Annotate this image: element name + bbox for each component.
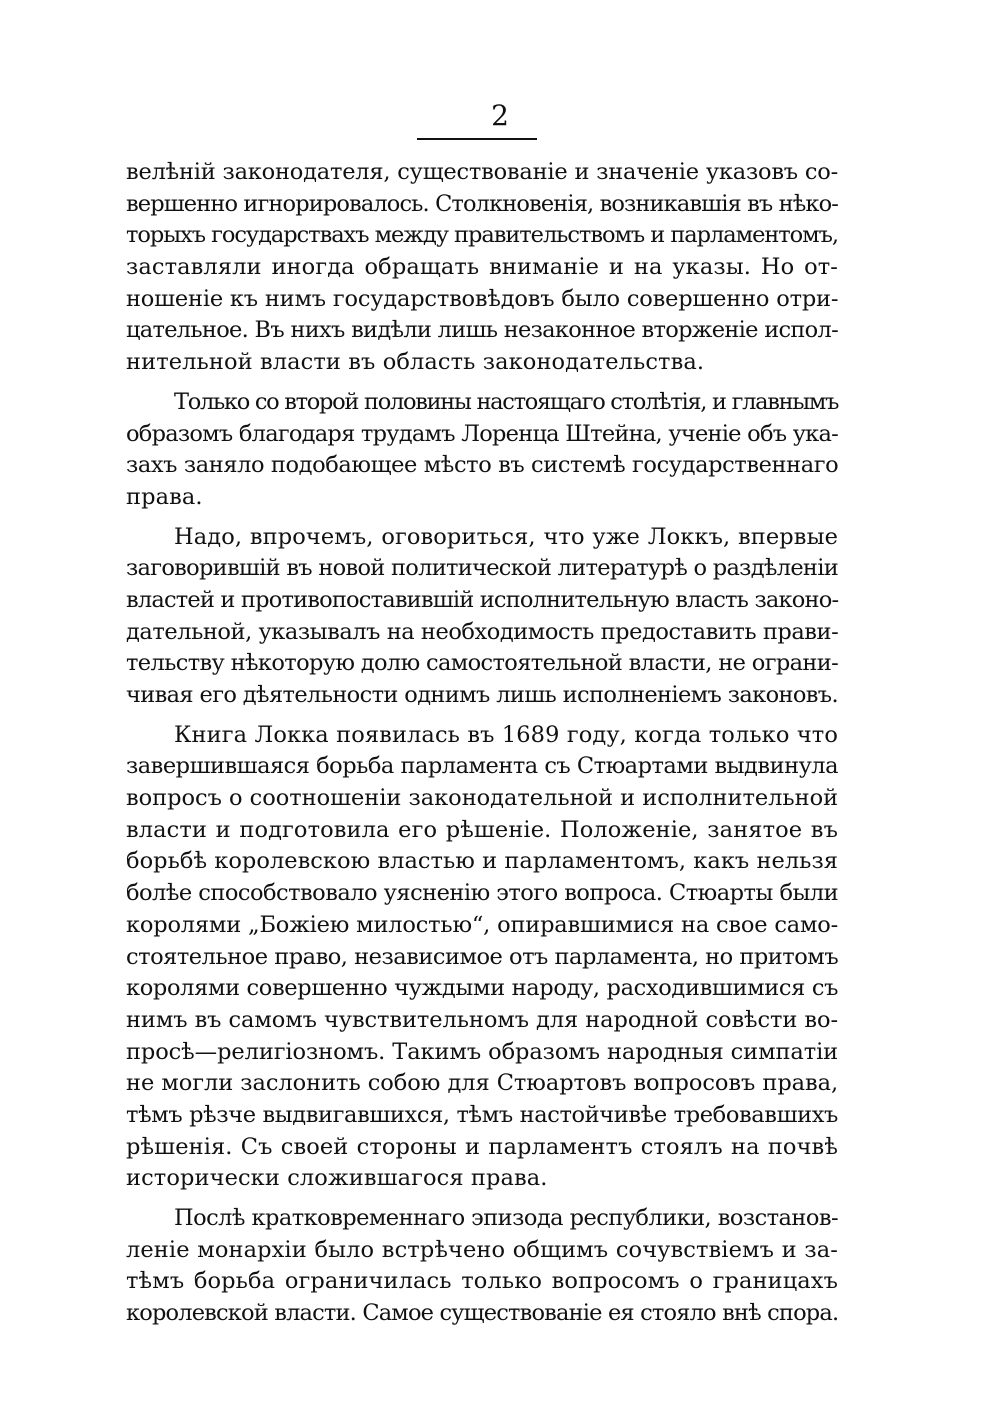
page-number-rule [417, 138, 537, 140]
text-line: права. [126, 483, 203, 510]
text-line: вопросъ о соотношеніи законодательной и исполнительной [126, 785, 839, 812]
text-line: рѣшенія. Съ своей стороны и парламентъ стоялъ на почвѣ [126, 1133, 838, 1160]
text-line: леніе монархіи было встрѣчено общимъ сочувствіемъ и за- [126, 1236, 838, 1263]
text-line: исторически сложившагося права. [126, 1165, 548, 1192]
text-line: торыхъ государствахъ между правительствомъ и парламентомъ, [126, 222, 838, 249]
text-line: Послѣ кратковременнаго эпизода республики, возстанов- [174, 1205, 839, 1231]
text-line: тельству нѣкоторую долю самостоятельной власти, не ограни- [126, 650, 839, 677]
text-line: не могли заслонить собою для Стюартовъ вопросовъ права, [126, 1070, 839, 1097]
text-line: просѣ—религіозномъ. Такимъ образомъ народныя симпатіи [126, 1038, 839, 1065]
text-line: Книга Локка появилась въ 1689 году, когда только что [174, 721, 838, 748]
text-line: королями „Божіею милостью“, опиравшимися на свое само- [126, 911, 839, 938]
text-line: захъ заняло подобающее мѣсто въ системѣ государственнаго [126, 452, 839, 479]
paragraph-2 [126, 387, 838, 514]
text-line: стоятельное право, независимое отъ парламента, но притомъ [126, 943, 839, 970]
paragraph-5 [126, 1203, 838, 1330]
text-line: Только со второй половины настоящаго столѣтія, и главнымъ [174, 388, 839, 415]
text-line: нительной власти въ область законодательства. [126, 349, 705, 376]
text-line: королями совершенно чуждыми народу, расходившимися съ [126, 975, 839, 1002]
text-line: властей и противопоставившій исполнительную власть законо- [126, 586, 839, 613]
paragraph-1 [126, 157, 838, 379]
body-text [126, 157, 838, 1330]
page-number: 2 [491, 99, 509, 132]
text-line: королевской власти. Самое существованіе ея стояло внѣ спора. [126, 1300, 839, 1327]
text-line: борьбѣ королевскою властью и парламентомъ, какъ нельзя [126, 848, 838, 875]
text-line: образомъ благодаря трудамъ Лоренца Штейна, ученіе объ ука- [126, 420, 838, 447]
text-line: дательной, указывалъ на необходимость предоставить прави- [126, 618, 839, 645]
text-line: власти и подготовила его рѣшеніе. Положеніе, занятое въ [126, 816, 838, 843]
text-line: завершившаяся борьба парламента съ Стюартами выдвинула [126, 753, 839, 780]
paragraph-4 [126, 720, 838, 1195]
text-line: нимъ въ самомъ чувствительномъ для народной совѣсти во- [126, 1006, 838, 1033]
text-line: тѣмъ борьба ограничилась только вопросомъ о границахъ [126, 1268, 838, 1295]
text-line: заставляли иногда обращать вниманіе и на указы. Но от- [126, 254, 838, 281]
text-line: болѣе способствовало уясненію этого вопроса. Стюарты были [126, 880, 839, 907]
text-line: тѣмъ рѣзче выдвигавшихся, тѣмъ настойчивѣе требовавшихъ [126, 1101, 838, 1128]
text-line: заговорившій въ новой политической литературѣ о раздѣленіи [126, 555, 838, 582]
text-line: Надо, впрочемъ, оговориться, что уже Локкъ, впервые [174, 523, 838, 550]
text-line: велѣній законодателя, существованіе и значеніе указовъ со- [126, 159, 838, 185]
paragraph-3 [126, 522, 838, 712]
text-line: вершенно игнорировалось. Столкновенія, возникавшія въ нѣко- [126, 190, 838, 217]
text-line: чивая его дѣятельности однимъ лишь исполненіемъ законовъ. [126, 682, 839, 708]
text-line: ношеніе къ нимъ государствовѣдовъ было совершенно отри- [126, 285, 839, 312]
text-line: цательное. Въ нихъ видѣли лишь незаконное вторженіе испол- [126, 317, 838, 344]
